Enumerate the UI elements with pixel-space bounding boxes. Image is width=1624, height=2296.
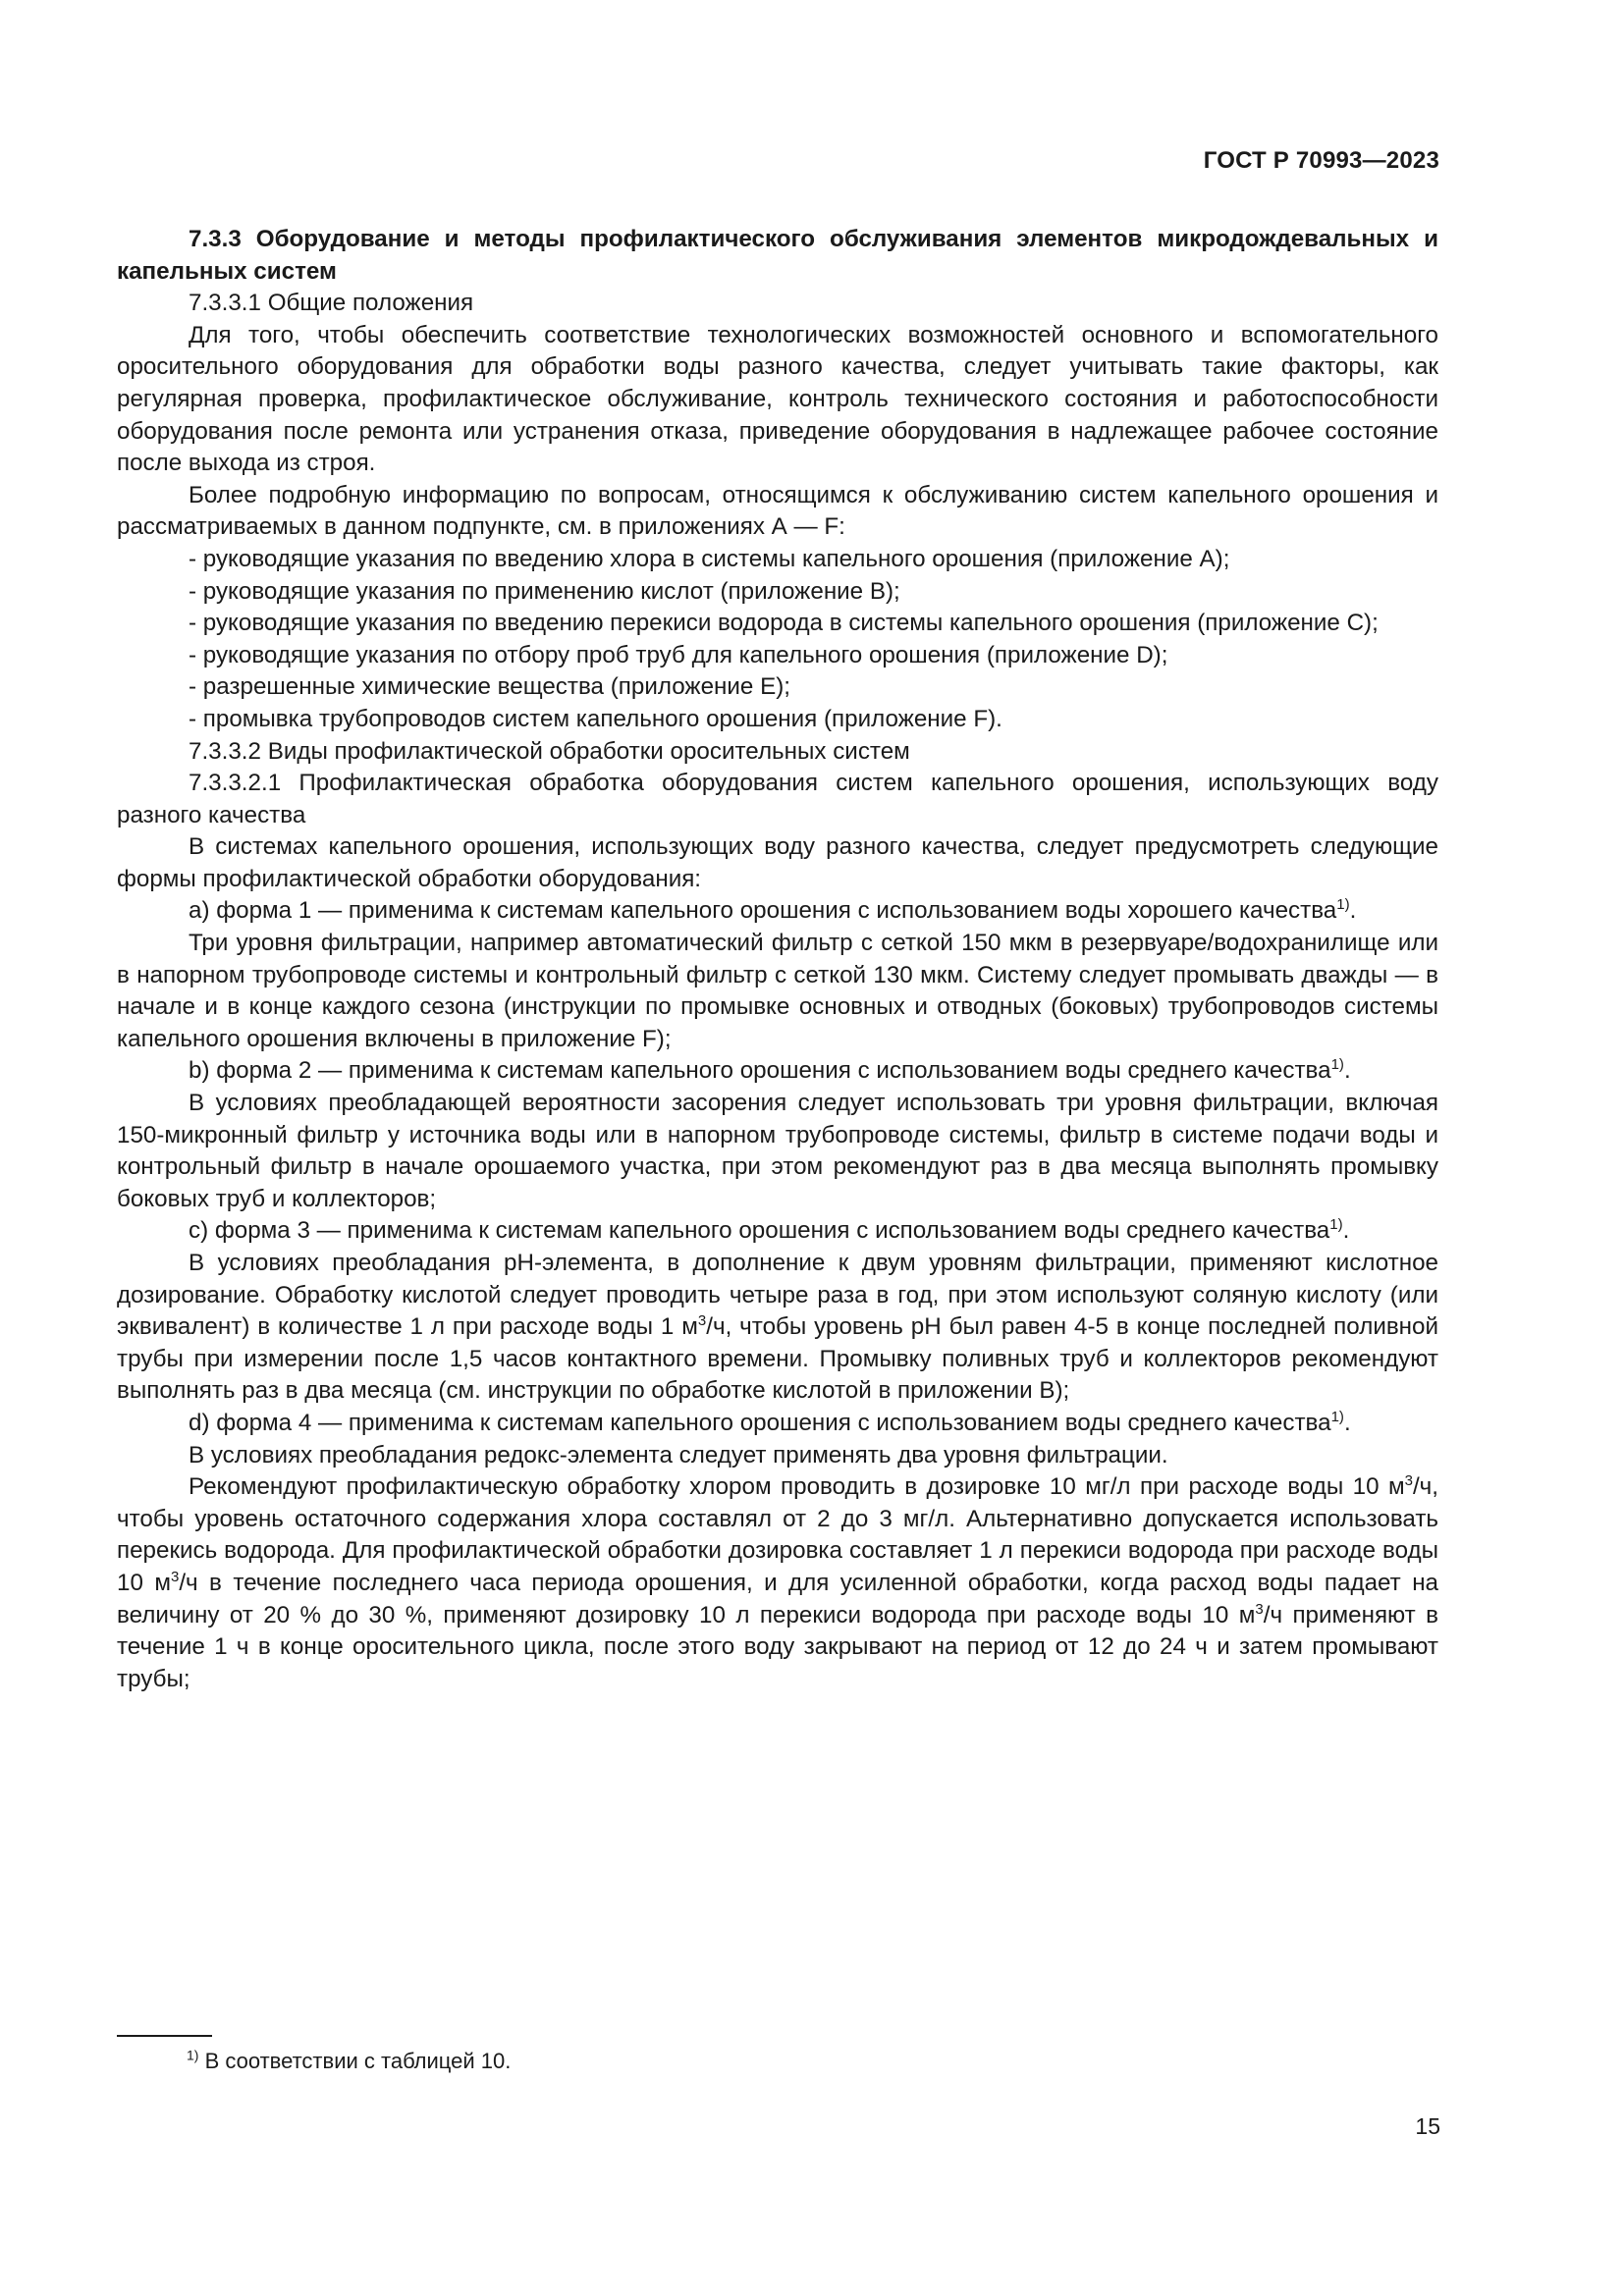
superscript-cube: 3 [170,1568,180,1585]
period: . [1343,1409,1351,1436]
period: . [1349,897,1357,925]
paragraph-form-3-part2: /ч, чтобы уровень рН был равен 4-5 в конце последней поливной трубы при измерении после 1,5 часов контактного времени. Промывку поливных труб и коллекторов рекомендуют выполнять раз в два месяца (см. инструкции по обработке кислотой в приложении В); [117,1313,1438,1405]
form-2-text: b) форма 2 — применима к системам капельного орошения с использованием воды среднего качества [189,1057,1331,1085]
superscript-cube: 3 [1404,1472,1413,1490]
period: . [1342,1217,1350,1245]
form-3-text: с) форма 3 — применима к системам капельного орошения с использованием воды среднего качества [189,1217,1330,1245]
form-4-text: d) форма 4 — применима к системам капельного орошения с использованием воды среднего качества [189,1409,1331,1436]
paragraph-chlorination-part3: /ч в течение последнего часа периода орошения, и для усиленной обработки, когда расход воды падает на величину от 20 % до 30 %, применяют дозировку 10 л перекиси водорода при расходе воды 10 м [117,1569,1438,1629]
paragraph-general: Для того, чтобы обеспечить соответствие технологических возможностей основного и вспомогательного оросительного оборудования для обработки воды разного качества, следует учитывать такие факторы, как регулярная проверка, профилактическое обслуживание, контроль технического состояния и работоспособности оборудования после ремонта или устранения отказа, приведение оборудования в надлежащее рабочее состояние после выхода из строя. [117,321,1438,477]
paragraph-form-2: В условиях преобладающей вероятности засорения следует использовать три уровня фильтрации, включая 150-микронный фильтр у источника воды или в напорном трубопроводе системы, фильтр в системе подачи воды и контрольный фильтр в начале орошаемого участка, при этом рекомендуют раз в два месяца выполнять промывку боковых труб и коллекторов; [117,1090,1438,1212]
footnote-divider [117,2035,212,2037]
footnote-marker: 1) [187,2047,199,2063]
form-3-item [117,1215,1438,1248]
paragraph-chlorination [117,1471,1438,1695]
list-item-appendix-c: - руководящие указания по введению перекиси водорода в системы капельного орошения (приложение С); [189,610,1379,637]
list-item-appendix-b: - руководящие указания по применению кислот (приложение В); [189,577,900,605]
footnote-ref: 1) [1336,896,1350,914]
paragraph-form-4: В условиях преобладания редокс-элемента следует применять два уровня фильтрации. [189,1441,1168,1468]
paragraph-chlorination-part1: Рекомендуют профилактическую обработку хлором проводить в дозировке 10 мг/л при расходе воды 10 м [189,1473,1405,1501]
list-item-appendix-e: - разрешенные химические вещества (приложение Е); [189,673,790,701]
subsection-title-general: 7.3.3.1 Общие положения [189,290,474,317]
superscript-cube: 3 [1255,1600,1264,1618]
paragraph-form-1: Три уровня фильтрации, например автоматический фильтр с сеткой 150 мкм в резервуаре/водохранилище или в напорном трубопроводе системы и контрольный фильтр с сеткой 130 мкм. Систему следует промывать дважды — в начале и в конце каждого сезона (инструкции по промывке основных и отводных (боковых) трубопроводов системы капельного орошения включены в приложение F); [117,930,1438,1052]
form-4-item [117,1408,1438,1440]
period: . [1343,1057,1351,1085]
form-1-item [117,895,1438,928]
footnote-ref: 1) [1329,1216,1343,1234]
paragraph-appendix-reference: Более подробную информацию по вопросам, относящимся к обслуживанию систем капельного орошения и рассматриваемых в данном подпункте, см. в приложениях А — F: [117,481,1438,541]
subsection-title-treatment-types: 7.3.3.2 Виды профилактической обработки оросительных систем [189,737,910,765]
form-2-item [117,1055,1438,1088]
superscript-cube: 3 [697,1312,707,1330]
section-content [117,224,1438,1695]
footnote [187,2048,511,2075]
list-item-appendix-f: - промывка трубопроводов систем капельного орошения (приложение F). [189,705,1002,732]
subsection-title-treatment-drip: 7.3.3.2.1 Профилактическая обработка оборудования систем капельного орошения, использующих воду разного качества [117,770,1438,828]
paragraph-treatment-forms: В системах капельного орошения, использующих воду разного качества, следует предусмотреть следующие формы профилактической обработки оборудования: [117,833,1438,892]
footnote-ref: 1) [1330,1408,1344,1425]
list-item-appendix-a: - руководящие указания по введению хлора в системы капельного орошения (приложение А); [189,545,1230,572]
document-code-header: ГОСТ Р 70993—2023 [1203,147,1439,174]
form-1-text: а) форма 1 — применима к системам капельного орошения с использованием воды хорошего качества [189,897,1337,925]
page-number: 15 [1415,2113,1440,2139]
list-item-appendix-d: - руководящие указания по отбору проб труб для капельного орошения (приложение D); [189,641,1168,668]
paragraph-form-3-part1: В условиях преобладания рН-элемента, в дополнение к двум уровням фильтрации, применяют кислотное дозирование. Обработку кислотой следует проводить четыре раза в год, при этом используют соляную кислоту (или эквивалент) в количестве 1 л при расходе воды 1 м [117,1250,1438,1341]
paragraph-chlorination-part2: /ч, чтобы уровень остаточного содержания хлора составлял от 2 до 3 мг/л. Альтернативно допускается использовать перекись водорода. Для профилактической обработки дозировка составляет 1 л перекиси водорода при расходе воды 10 м [117,1473,1438,1596]
footnote-ref: 1) [1330,1056,1344,1074]
footnote-text: В соответствии с таблицей 10. [198,2049,512,2073]
section-heading: 7.3.3 Оборудование и методы профилактического обслуживания элементов микродождевальных и капельных систем [117,226,1438,285]
paragraph-chlorination-part4: /ч применяют в течение 1 ч в конце оросительного цикла, после этого воду закрывают на период от 12 до 24 ч и затем промывают трубы; [117,1601,1439,1692]
paragraph-form-3 [117,1248,1438,1408]
